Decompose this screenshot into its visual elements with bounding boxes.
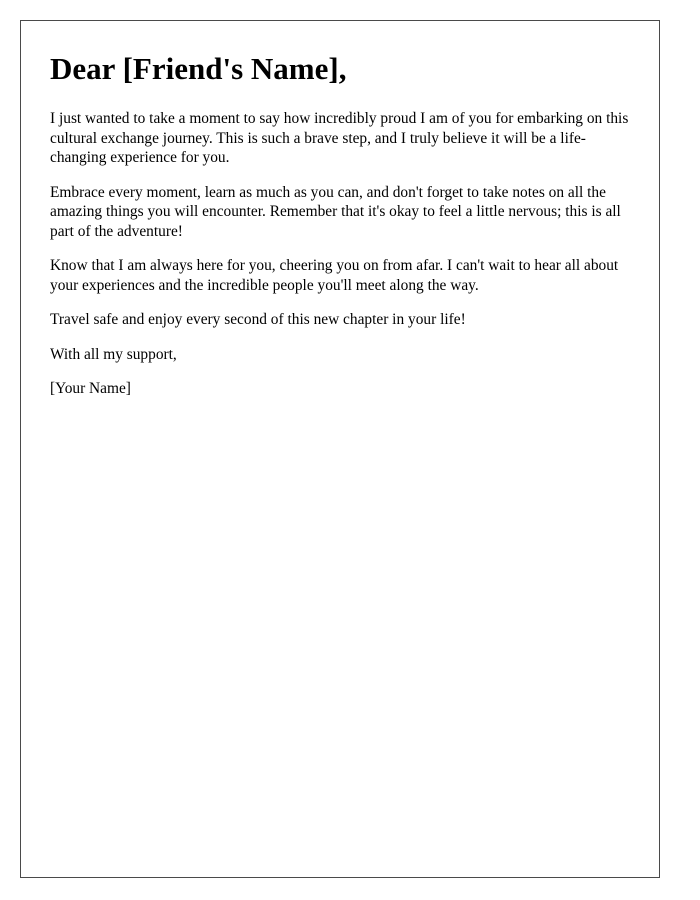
letter-paragraph-2: Embrace every moment, learn as much as you can, and don't forget to take notes on all the amazing things you will encounter. Remember that it's okay to feel a little nervous; this is all part of the adventure! xyxy=(50,183,621,240)
letter-page xyxy=(20,20,660,878)
letter-paragraph-3: Know that I am always here for you, cheering you on from afar. I can't wait to hear all about your experiences and the incredible people you'll meet along the way. xyxy=(50,257,619,294)
signature: [Your Name] xyxy=(50,380,131,397)
letter-paragraph-4: Travel safe and enjoy every second of this new chapter in your life! xyxy=(50,311,466,328)
letter-body xyxy=(50,51,635,414)
closing-line: With all my support, xyxy=(50,345,177,363)
salutation: Dear [Friend's Name], xyxy=(50,51,347,86)
letter-paragraph-1: I just wanted to take a moment to say how incredibly proud I am of you for embarking on this cultural exchange journey. This is such a brave step, and I truly believe it will be a life-changing experience for you. xyxy=(50,110,629,166)
